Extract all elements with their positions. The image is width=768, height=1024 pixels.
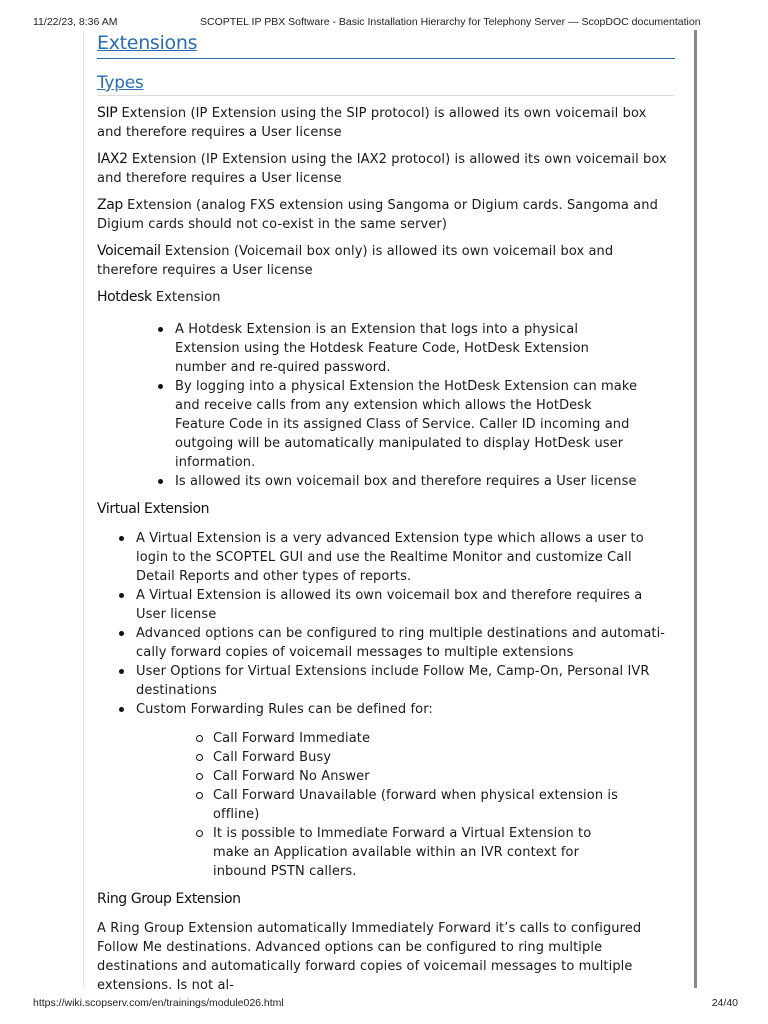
bullet-icon <box>119 707 124 712</box>
type-term: IAX2 <box>97 151 128 167</box>
type-description: Extension (IP Extension using the IAX2 protocol) is allowed its own voicemail box and therefore requires a User license <box>97 152 667 186</box>
list-item: Advanced options can be configured to ring multiple destinations and automati-cally forward copies of voicemail messages to multiple extensions <box>136 624 668 662</box>
circle-bullet-icon <box>196 773 203 780</box>
type-description: Extension (IP Extension using the SIP protocol) is allowed its own voicemail box and therefore requires a User license <box>97 106 647 140</box>
type-iax2 <box>97 150 675 188</box>
forwarding-rules-list <box>213 729 675 881</box>
list-item: Call Forward Unavailable (forward when physical extension is offline) <box>213 786 627 824</box>
type-description: Extension (analog FXS extension using Sangoma or Digium cards. Sangoma and Digium cards should not co-exist in the same server) <box>97 198 658 232</box>
virtual-extension-list <box>136 529 675 719</box>
list-item: Custom Forwarding Rules can be defined for: <box>136 700 668 719</box>
list-item: It is possible to Immediate Forward a Virtual Extension to make an Application available within an IVR context for inbound PSTN callers. <box>213 824 627 881</box>
circle-bullet-icon <box>196 754 203 761</box>
list-item: User Options for Virtual Extensions include Follow Me, Camp-On, Personal IVR destinations <box>136 662 668 700</box>
list-item: By logging into a physical Extension the HotDesk Extension can make and receive calls from any extension which allows the HotDesk Feature Code in its assigned Class of Service. Caller ID incoming and outgoing will be automatically manipulated to display HotDesk user information. <box>175 377 643 472</box>
print-datetime: 11/22/23, 8:36 AM <box>33 16 118 28</box>
bullet-icon <box>119 536 124 541</box>
circle-bullet-icon <box>196 735 203 742</box>
type-term: Zap <box>97 197 123 213</box>
list-item: Is allowed its own voicemail box and therefore requires a User license <box>175 472 643 491</box>
type-description: Extension <box>151 290 221 305</box>
document-content <box>97 32 675 995</box>
list-item: Call Forward Immediate <box>213 729 627 748</box>
virtual-extension-heading: Virtual Extension <box>97 501 210 517</box>
list-item: A Virtual Extension is a very advanced Extension type which allows a user to login to the SCOPTEL GUI and use the Realtime Monitor and customize Call Detail Reports and other types of reports. <box>136 529 668 586</box>
ring-group-text: A Ring Group Extension automatically Immediately Forward it’s calls to configured Follow Me destinations. Advanced options can be configured to ring multiple destinations and automatically forward copies of voicemail messages to multiple extensions. Is not al- <box>97 921 642 993</box>
list-item: Call Forward No Answer <box>213 767 627 786</box>
type-term: SIP <box>97 105 118 121</box>
hotdesk-list <box>175 320 675 491</box>
type-voicemail <box>97 242 675 280</box>
circle-bullet-icon <box>196 792 203 799</box>
type-term: Voicemail <box>97 243 161 259</box>
ring-group-heading: Ring Group Extension <box>97 891 241 907</box>
print-url: https://wiki.scopserv.com/en/trainings/module026.html <box>33 997 284 1009</box>
bullet-icon <box>119 631 124 636</box>
circle-bullet-icon <box>196 830 203 837</box>
type-sip <box>97 104 675 142</box>
bullet-icon <box>119 669 124 674</box>
bullet-icon <box>119 593 124 598</box>
print-doc-title: SCOPTEL IP PBX Software - Basic Installation Hierarchy for Telephony Server — ScopDOC documentation <box>200 16 701 28</box>
bullet-icon <box>158 327 163 332</box>
list-item: A Virtual Extension is allowed its own voicemail box and therefore requires a User license <box>136 586 668 624</box>
list-item: Call Forward Busy <box>213 748 627 767</box>
bullet-icon <box>158 479 163 484</box>
subsection-heading-types[interactable]: Types <box>97 73 675 96</box>
type-hotdesk <box>97 288 675 307</box>
type-zap <box>97 196 675 234</box>
bullet-icon <box>158 384 163 389</box>
type-term: Hotdesk <box>97 289 152 305</box>
list-item: A Hotdesk Extension is an Extension that logs into a physical Extension using the Hotdesk Feature Code, HotDesk Extension number and re-quired password. <box>175 320 643 377</box>
section-heading-extensions[interactable]: Extensions <box>97 32 675 59</box>
print-page-number: 24/40 <box>711 997 738 1009</box>
type-description: Extension (Voicemail box only) is allowed its own voicemail box and therefore requires a User license <box>97 244 614 278</box>
page-left-border <box>83 30 84 988</box>
